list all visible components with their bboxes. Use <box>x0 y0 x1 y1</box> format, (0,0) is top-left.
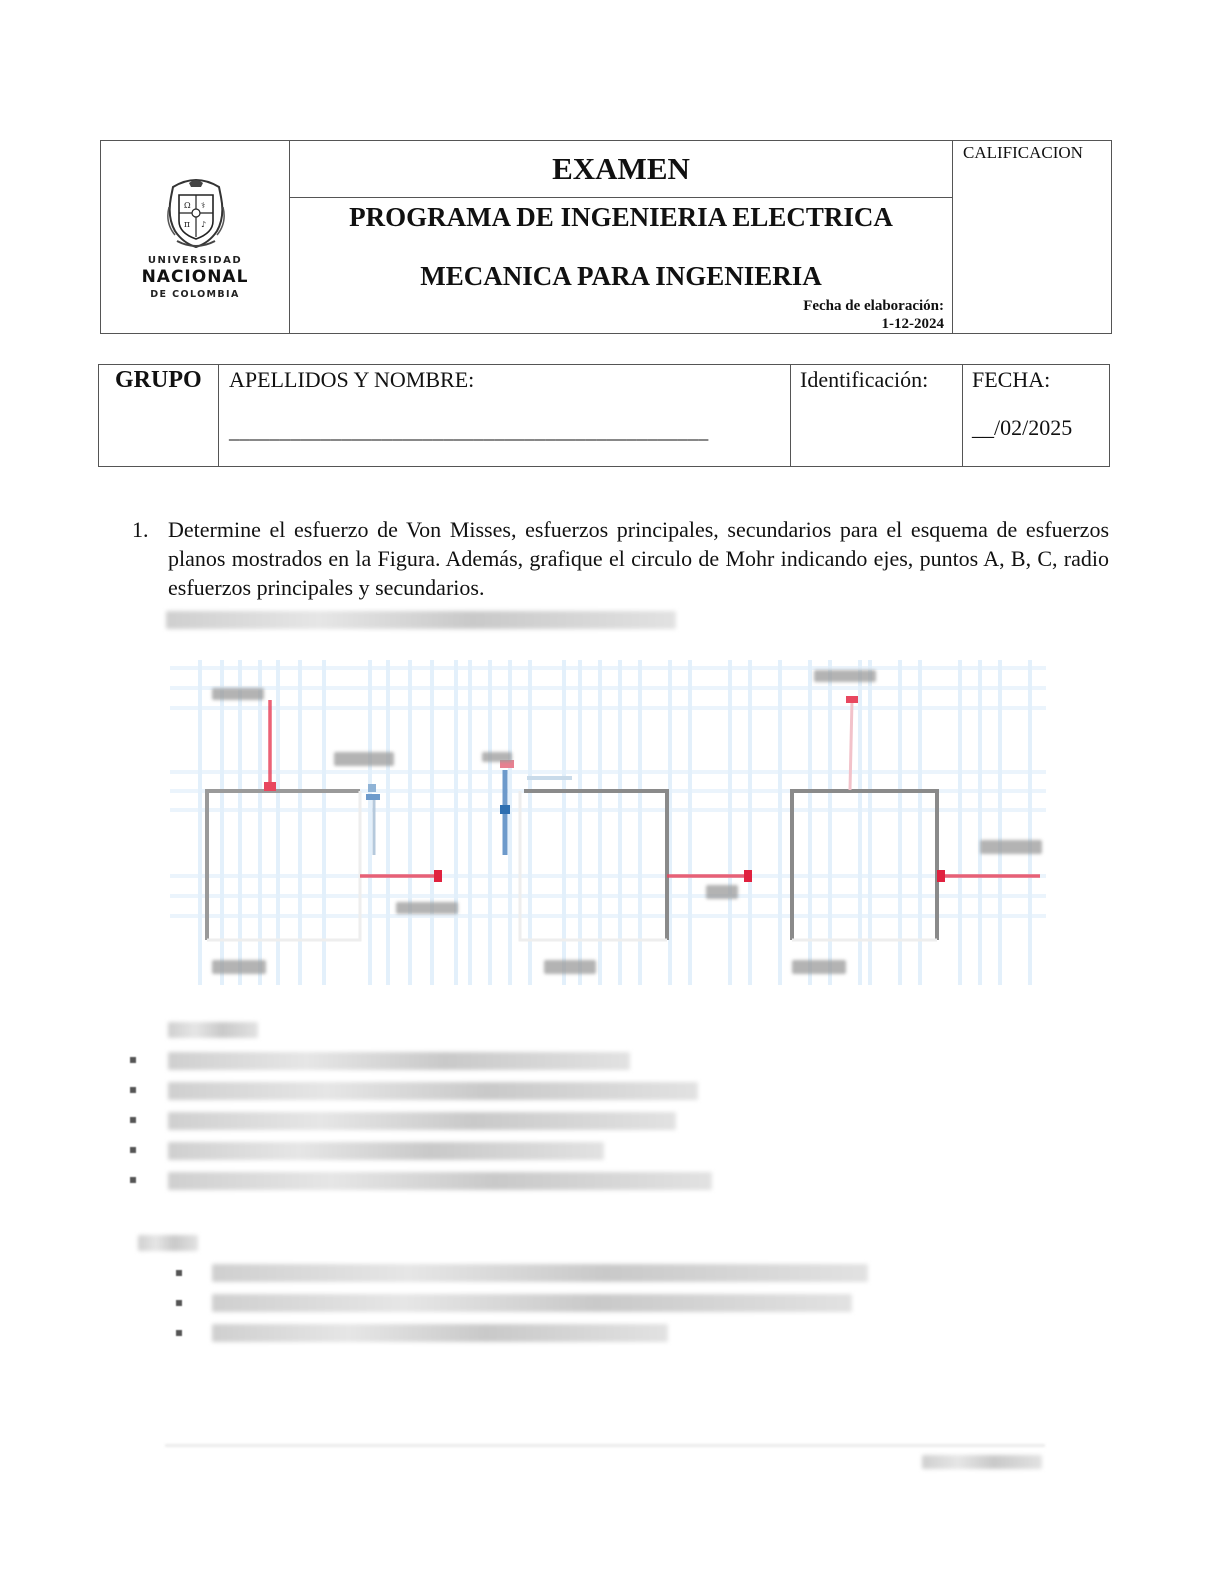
elaboration-date-label: Fecha de elaboración: <box>803 298 944 314</box>
svg-text:π: π <box>184 220 190 230</box>
rubric-item <box>130 1112 730 1130</box>
label-a-top-stress <box>212 688 264 700</box>
figure-grid <box>170 660 1046 985</box>
name-blank-line[interactable]: _______________________________________________ <box>229 421 709 443</box>
redacted-rubric-text <box>168 1112 676 1130</box>
bullet-icon <box>176 1330 182 1336</box>
svg-text:Ω: Ω <box>184 201 191 210</box>
date-cell[interactable] <box>963 365 1109 466</box>
university-name-line3: DE COLOMBIA <box>150 289 240 300</box>
note-item <box>176 1264 876 1282</box>
elaboration-date-block <box>803 297 944 333</box>
arrow-c-up-head <box>846 696 858 703</box>
exam-header-table <box>100 140 1112 334</box>
program-name: PROGRAMA DE INGENIERIA ELECTRICA <box>349 202 893 232</box>
university-crest-icon <box>165 177 227 251</box>
rubric-item <box>130 1052 730 1070</box>
question-text: Determine el esfuerzo de Von Misses, esfuerzos principales, secundarios para el esquema de esfuerzos planos mostrados en la Figura. Además, grafique el circulo de Mohr indicando ejes, puntos A, B, C, radio esfuerzos principales y secundarios. <box>168 517 1109 600</box>
note-item <box>176 1324 876 1342</box>
id-label: Identificación: <box>800 367 929 392</box>
label-case-b <box>544 960 596 974</box>
footer-page-number <box>922 1455 1042 1469</box>
bullet-icon <box>130 1087 136 1093</box>
redacted-question-note <box>166 611 676 629</box>
elaboration-date-value: 1-12-2024 <box>881 316 944 332</box>
stress-element-case-b <box>482 752 752 974</box>
label-c-top-stress <box>814 670 876 682</box>
bullet-icon <box>176 1270 182 1276</box>
grade-label: CALIFICACION <box>963 143 1083 162</box>
label-b-right-stress <box>706 885 738 899</box>
arrow-c-left-head <box>937 870 945 882</box>
university-name-line2: NACIONAL <box>141 267 249 287</box>
footer-divider <box>165 1444 1045 1447</box>
label-b-shear <box>482 752 512 762</box>
course-name: MECANICA PARA INGENIERIA <box>420 261 822 291</box>
redacted-note-text <box>212 1264 868 1282</box>
university-logo <box>101 141 290 333</box>
header-title-cell <box>290 141 953 333</box>
redacted-rubric-text <box>168 1172 712 1190</box>
arrow-a-normal-head <box>264 782 276 791</box>
date-value[interactable]: __/02/2025 <box>972 415 1073 440</box>
label-case-a <box>212 960 266 974</box>
plane-stress-figure <box>170 660 1046 985</box>
svg-text:♪: ♪ <box>201 220 207 229</box>
rubric-item <box>130 1082 730 1100</box>
redacted-rubric-text <box>168 1142 604 1160</box>
id-cell[interactable] <box>791 365 963 466</box>
label-a-right-stress <box>396 902 458 914</box>
exam-title: EXAMEN <box>290 141 952 198</box>
label-case-c <box>792 960 846 974</box>
bullet-icon <box>130 1177 136 1183</box>
bullet-icon <box>130 1117 136 1123</box>
label-a-shear <box>334 752 394 766</box>
group-cell[interactable] <box>99 365 219 466</box>
redacted-rubric-text <box>168 1082 698 1100</box>
svg-text:⚕: ⚕ <box>201 201 206 210</box>
student-info-table <box>98 364 1110 467</box>
bullet-icon <box>176 1300 182 1306</box>
rubric-item <box>130 1142 730 1160</box>
note-item <box>176 1294 876 1312</box>
name-label: APELLIDOS Y NOMBRE: <box>229 367 475 392</box>
bullet-icon <box>130 1147 136 1153</box>
arrow-a-shear-tip <box>368 784 376 792</box>
rubric-item <box>130 1172 730 1190</box>
arrow-a-right-head <box>434 870 442 882</box>
date-label: FECHA: <box>972 367 1051 392</box>
label-c-right-stress <box>980 840 1042 854</box>
arrow-b-right-head <box>744 870 752 882</box>
group-label: GRUPO <box>115 367 202 393</box>
university-name-line1: UNIVERSIDAD <box>147 255 243 266</box>
redacted-note-text <box>212 1294 852 1312</box>
arrow-c-normal-up <box>850 700 852 790</box>
stress-element-case-a <box>207 688 458 974</box>
question-number: 1. <box>132 517 149 542</box>
arrow-a-shear-head <box>366 794 380 800</box>
redacted-note-text <box>212 1324 668 1342</box>
rubric-title <box>168 1022 258 1038</box>
notes-title <box>138 1235 198 1251</box>
name-cell[interactable] <box>219 365 791 466</box>
bullet-icon <box>130 1057 136 1063</box>
arrow-b-shear-head <box>500 805 510 814</box>
redacted-rubric-text <box>168 1052 630 1070</box>
